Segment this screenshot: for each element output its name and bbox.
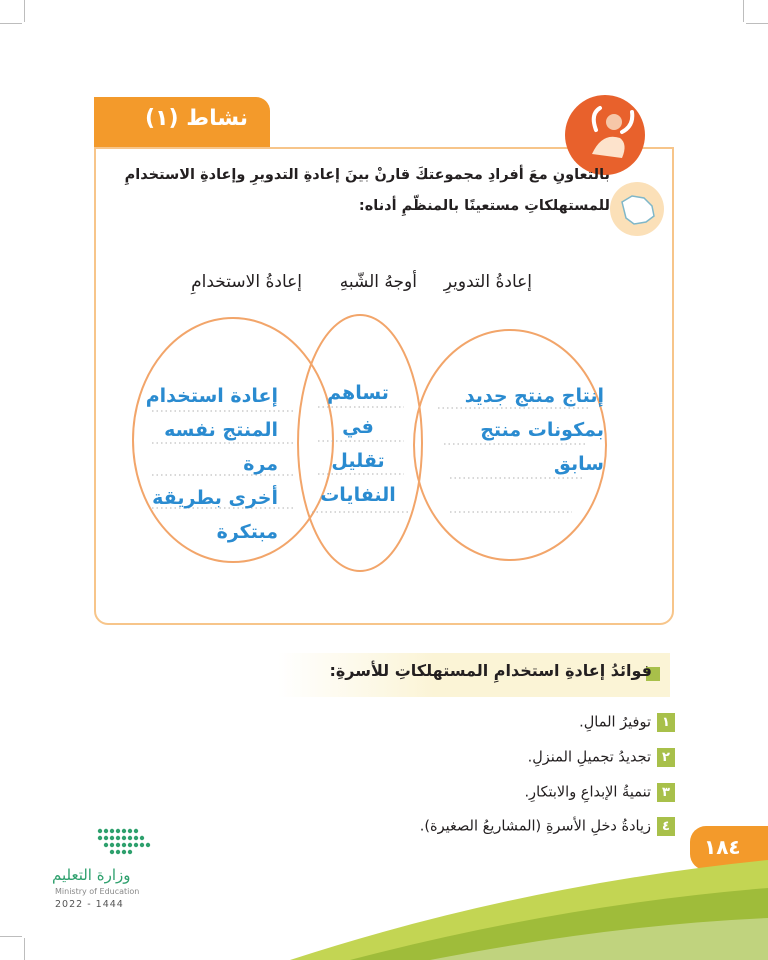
venn-line: مبتكرة (216, 521, 278, 543)
venn-line: النفايات (320, 484, 396, 506)
list-number: ٤ (657, 817, 675, 836)
venn-line: بمكونات منتج (480, 419, 604, 441)
venn-line: تساهم في (327, 382, 389, 438)
list-text: تنميةُ الإبداعِ والابتكارِ. (524, 784, 651, 801)
ministry-name-ar: وزارة التعليم (52, 866, 131, 884)
instructions-line-2: للمستهلكاتِ مستعينًا بالمنظّمِ أدناه: (358, 198, 610, 214)
venn-line: المنتج نفسه مرة (164, 419, 278, 475)
list-text: تجديدُ تجميلِ المنزلِ. (527, 749, 651, 766)
list-text: زيادةُ دخلِ الأسرةِ (المشاريعُ الصغيرة). (419, 818, 651, 835)
list-number: ٢ (657, 748, 675, 767)
venn-line: تقليل (331, 450, 385, 472)
venn-line: إعادة استخدام (145, 385, 278, 407)
header-recycling: إعادةُ التدويرِ (443, 272, 532, 292)
ministry-year: 2022 - 1444 (55, 899, 124, 910)
list-text: توفيرُ المالِ. (579, 714, 651, 731)
list-number: ١ (657, 713, 675, 732)
instructions-line-1: بالتعاونِ معَ أفرادِ مجموعتكَ قارنْ بينَ إعادةِ التدويرِ وإعادةِ الاستخدامِ (124, 167, 610, 183)
header-reuse: إعادةُ الاستخدامِ (191, 272, 302, 292)
header-similarities: أوجهُ الشّبهِ (339, 272, 417, 292)
venn-line: إنتاج منتج جديد (464, 385, 604, 407)
page-number: ١٨٤ (704, 835, 741, 859)
list-number: ٣ (657, 783, 675, 802)
venn-line: سابق (553, 453, 604, 475)
activity-tab-label: نشاط (١) (145, 106, 248, 131)
benefits-title: فوائدُ إعادةِ استخدامِ المستهلكاتِ للأسرةِ: (329, 661, 652, 680)
venn-line: أخرى بطريقة (152, 487, 278, 509)
ministry-name-en: Ministry of Education (55, 887, 140, 896)
